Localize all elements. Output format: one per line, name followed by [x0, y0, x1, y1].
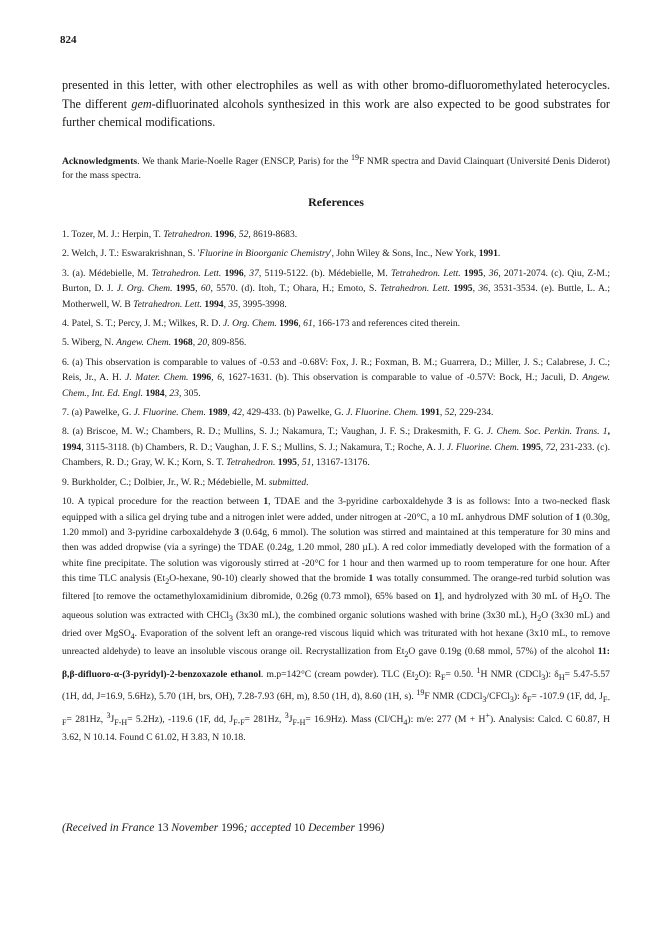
ref-volume: , 61: [298, 318, 313, 330]
subscript: 2: [414, 672, 419, 682]
superscript: +: [485, 710, 490, 720]
subscript: 3: [229, 613, 234, 623]
ref-text: 10. A typical procedure for the reaction between: [62, 496, 264, 508]
ref-volume: , 23: [164, 387, 179, 399]
accepted-year: 1996: [357, 822, 381, 834]
subscript: 4: [403, 717, 408, 727]
received-text: ; accepted: [243, 822, 294, 834]
ref-text: , 305.: [179, 387, 201, 399]
ref-text: = -107.9 (1F, dd, J: [531, 691, 603, 703]
ref-journal: Tetrahedron. Lett.: [133, 298, 203, 310]
ref-year: 1995: [449, 283, 473, 295]
ref-text: is as follows: Into a two-necked flask equipped with a silica gel drying tube and a nitrogen inlet were added, under nitrogen at -20°C, a 10 mL anhydrous DMF solution of: [62, 496, 610, 523]
ref-volume: , 35: [223, 298, 238, 310]
ref-year: 1968: [171, 337, 193, 349]
ref-text: ): δ: [545, 668, 559, 680]
subscript: F-H: [114, 717, 128, 727]
reference-item-9: [62, 475, 610, 490]
page-number: 824: [60, 34, 77, 46]
ref-text: ], and hydrolyzed with 30 mL of H: [438, 591, 579, 603]
ref-volume: , 72: [540, 441, 556, 453]
reference-item-10: [62, 494, 610, 746]
ref-volume: , 60: [195, 283, 211, 295]
ref-text: = 0.50.: [445, 668, 477, 680]
subscript: 3: [509, 695, 514, 705]
ref-text: , 166-173 and references cited therein.: [312, 318, 461, 330]
reference-item-7: [62, 405, 610, 420]
acknowledgments-text: . We thank Marie-Noelle Rager (ENSCP, Paris) for the: [137, 156, 351, 168]
compound-number: 1: [263, 496, 269, 508]
superscript: 1: [476, 665, 481, 675]
ref-year: 1994: [202, 298, 224, 310]
subscript: 2: [165, 577, 170, 587]
ref-text: ): m/e: 277 (M + H: [407, 713, 486, 725]
ref-text: . m.p=142°C (cream powder). TLC (Et: [260, 668, 415, 680]
intro-text: -difluorinated alcohols synthesized in this work are also expected to be good substrates for: [151, 96, 610, 111]
ref-text: O (3x30 mL) and dried over MgSO: [62, 609, 610, 640]
ref-text: . Evaporation of the solvent left an orange-red viscous liquid which was triturated with hot hexane (3x10 mL, to remove unreacted aldehyde) to leave an insoluble viscous orange oil. Recrystallization from Et: [62, 628, 610, 658]
ref-journal: J. Fluorine. Chem.: [346, 407, 419, 419]
ref-year: 1995: [460, 267, 484, 279]
ref-volume: , 42: [227, 407, 242, 419]
ref-text: 2. Welch, J. T.: Eswarakrishnan, S. ': [62, 248, 200, 260]
superscript: 3: [106, 710, 111, 720]
received-text: ): [380, 822, 385, 834]
ref-text: , 809-856.: [207, 337, 247, 349]
ref-text: 7. (a) Pawelke, G.: [62, 407, 134, 419]
ref-volume: , 36: [472, 283, 488, 295]
ref-text: .: [497, 248, 501, 260]
ref-text: 5. Wiberg, N.: [62, 337, 117, 349]
ref-year: 1989: [205, 407, 228, 419]
ref-text: .: [306, 476, 309, 488]
ref-text: , 3995-3998.: [238, 298, 287, 310]
reference-item-4: [62, 316, 610, 331]
ref-journal: Angew. Chem.: [116, 337, 172, 349]
ref-text: 3. (a). Médebielle, M.: [62, 267, 152, 279]
reference-item-2: [62, 246, 610, 261]
ref-text: , 5119-5122. (b). Médebielle, M.: [258, 267, 392, 279]
ref-text: = 5.47-5.57 (1H, dd, J=16.9, 5.6Hz), 5.70 (1H, brs, OH), 7.28-7.93 (6H, m), 8.50 (1H, d), 8.60 (1H, s).: [62, 668, 610, 703]
ref-text: O. The aqueous solution was extracted with CHCl: [62, 591, 610, 621]
ref-volume: 52: [238, 229, 249, 240]
ref-text: , 2071-2074. (c). Qiu, Z-M.; Burton, D. J.: [62, 267, 611, 295]
reference-item-1: [62, 227, 610, 242]
superscript: 19: [416, 688, 425, 698]
ref-text: (0.64g, 6 mmol). The solution was stirred and maintained at this temperature for 30 mins and then was added dropwise (via a syringe) the TDAE (0.24g, 1.20 mmol, 280 µL). A red color immediatly developed with the formation of a white fine precipitate. The solution was vigorously stirred at -20°C for 1 hour and then warmed up to room temperature for one hour. After this time TLC analysis (Et: [62, 526, 610, 585]
ref-text: , TDAE and the 3-pyridine carboxaldehyde: [268, 496, 448, 508]
ref-text: = 281Hz,: [244, 713, 285, 725]
ref-year: 1996: [276, 318, 299, 330]
ref-text: , 3531-3534. (e). Buttle, L. A.; Motherwell, W. B: [62, 283, 610, 310]
ref-text: O gave 0.19g (0.68 mmol, 57%) of the alcohol: [408, 646, 598, 658]
ref-text: , 429-433. (b) Pawelke, G.: [241, 407, 347, 419]
subscript: 2: [404, 650, 409, 660]
ref-journal: J. Fluorine. Chem.: [446, 441, 520, 453]
ref-volume: , 6: [211, 372, 222, 384]
ref-text: , 5570. (d). Itoh, T.; Ohara, H.; Emoto, S.: [210, 283, 381, 295]
ref-volume: , 20: [192, 337, 208, 349]
ref-text: 1. Tozer, M. J.: Herpin, T.: [62, 229, 164, 240]
intro-text: further chemical modifications.: [62, 115, 216, 129]
ref-status: submitted: [268, 476, 307, 488]
ref-text: = 5.2Hz), -119.6 (1F, dd, J: [127, 713, 234, 725]
ref-book-title: Fluorine in Bioorganic Chemistry: [199, 248, 330, 260]
superscript: 19: [350, 153, 359, 162]
acknowledgments-label: Acknowledgments: [62, 156, 138, 168]
ref-year: 1996: [214, 229, 234, 240]
subscript: F: [441, 672, 446, 682]
reference-item-6: [62, 355, 610, 401]
acknowledgments-text: F NMR spectra and David Clainquart (Université Denis Diderot) for the mass spectra.: [62, 156, 610, 182]
references-heading: References: [308, 195, 364, 209]
references-list: [62, 227, 610, 750]
ref-text: J: [110, 713, 115, 725]
ref-year: 1995: [275, 457, 297, 469]
ref-text: J: [288, 713, 293, 725]
compound-number: 1: [575, 511, 581, 523]
ref-text: ). Analysis: Calcd. C 60.87, H 3.62, N 10.14. Found C 61.02, H 3.83, N 10.18.: [62, 713, 611, 744]
received-text: November: [168, 822, 222, 834]
acknowledgments-paragraph: [62, 151, 610, 183]
ref-text: , 229-234.: [454, 407, 494, 419]
accepted-date: 10: [293, 822, 306, 834]
ref-journal: Tetrahedron: [163, 229, 210, 240]
ref-text: 8. (a) Briscoe, M. W.; Chambers, R. D.; Mullins, S. J.; Nakamura, T.; Vaughan, J. F. S.; Drakesmith, F. G.: [62, 426, 487, 438]
subscript: F: [526, 695, 532, 705]
ref-text: ): δ: [513, 691, 527, 703]
ref-journal: Angew. Chem., Int. Ed. Engl.: [62, 372, 611, 399]
subscript: F-H: [292, 717, 306, 727]
ref-year: 1984: [143, 387, 165, 399]
ref-year: 1991: [478, 248, 498, 260]
received-date: 13: [157, 822, 169, 834]
compound-number: 3: [447, 496, 452, 508]
compound-number: 3: [234, 526, 240, 538]
compound-number: 1: [368, 573, 374, 585]
ref-journal: J. Org. Chem.: [116, 283, 173, 295]
ref-journal: J. Org. Chem.: [223, 318, 277, 330]
ref-text: = 16.9Hz). Mass (CI/CH: [305, 713, 404, 725]
ref-journal: Tetrahedron.: [226, 457, 276, 469]
ref-pages: , 8619-8683.: [248, 229, 298, 240]
ref-volume: , 37: [243, 267, 259, 279]
ref-text: F NMR (CDCl: [424, 691, 483, 703]
reference-item-5: [62, 335, 610, 350]
ref-volume: , 52: [439, 407, 455, 419]
ref-text: /CFCl: [486, 691, 510, 703]
subscript: H: [558, 672, 565, 682]
intro-text: The different: [62, 96, 132, 111]
subscript: F-F: [62, 695, 611, 727]
subscript: F-F: [233, 717, 245, 727]
ref-journal: Tetrahedron. Lett.: [391, 267, 461, 279]
reference-item-8: [62, 424, 610, 470]
ref-text: , 13167-13176.: [311, 457, 370, 469]
ref-year: 1995: [172, 283, 196, 295]
subscript: 3: [482, 695, 487, 705]
ref-year: 1996: [221, 267, 244, 279]
ref-journal: Tetrahedron. Lett.: [151, 267, 222, 279]
ref-journal: J. Fluorine. Chem.: [133, 407, 206, 419]
subscript: 4: [130, 631, 135, 641]
ref-journal: Tetrahedron. Lett.: [380, 283, 450, 295]
ref-text: O): R: [418, 668, 442, 680]
ref-text: (0.30g, 1.20 mmol) and 3-pyridine carboxaldehyde: [62, 511, 610, 538]
ref-text: .: [210, 229, 215, 240]
ref-text: O-hexane, 90-10) clearly showed that the bromide: [169, 573, 369, 585]
ref-text: 4. Patel, S. T.; Percy, J. M.; Wilkes, R. D.: [62, 318, 224, 330]
ref-text: = 281Hz,: [66, 713, 107, 725]
ref-journal: J. Chem. Soc. Perkin. Trans. 1: [486, 426, 608, 438]
ref-text: H NMR (CDCl: [480, 668, 542, 680]
intro-paragraph: [62, 76, 610, 132]
superscript: 3: [284, 710, 289, 720]
compound-number: 1: [434, 591, 439, 603]
received-text: December: [305, 822, 358, 834]
subscript: 2: [537, 613, 542, 623]
reference-item-3: [62, 266, 610, 312]
ref-text: , 1627-1631. (b). This observation is comparable to value of -0.57V: Bock, H.; Jaculi, D.: [222, 372, 583, 384]
received-text: (Received in France: [62, 822, 158, 834]
ref-journal: J. Mater. Chem.: [125, 372, 189, 384]
ref-text: , 3115-3118. (b) Chambers, R. D.; Vaughan, J. F. S.; Mullins, S. J.; Nakamura, T.; Roche, A. J.: [81, 441, 447, 453]
ref-volume: , 36: [483, 267, 499, 279]
intro-gem-italic: gem: [131, 96, 152, 111]
ref-text: 9. Burkholder, C.; Dolbier, Jr., W. R.; Médebielle, M.: [62, 476, 269, 488]
ref-text: , 231-233. (c). Chambers, R. D.; Gray, W. K.; Korn, S. T.: [62, 441, 610, 469]
ref-text: ,: [233, 229, 239, 240]
ref-year: 1996: [188, 372, 212, 384]
received-line: [62, 822, 610, 834]
subscript: 2: [578, 595, 583, 605]
ref-text: ', John Wiley & Sons, Inc., New York,: [329, 248, 479, 260]
ref-text: was totally consummed. The orange-red turbid solution was filtered [to remove the octamethyloxamidinium dibromide, 0.26g (0.73 mmol), 65% based on: [62, 573, 610, 603]
compound-name: 11: β,β-difluoro-α-(3-pyridyl)-2-benzoxazole ethanol: [62, 646, 610, 680]
ref-volume: , 51: [296, 457, 312, 469]
ref-text: 6. (a) This observation is comparable to values of -0.53 and -0.68V: Fox, J. R.; Foxman, B. M.; Guarrera, D.; Miller, J. S.; Calabrese, J. C.; Reis, Jr., A. H.: [62, 356, 610, 384]
ref-year: 1991: [418, 407, 440, 419]
ref-year: 1995: [519, 441, 541, 453]
ref-text: (3x30 mL), the combined organic solutions washed with brine (3x30 mL), H: [233, 609, 538, 621]
intro-line: presented in this letter, with other electrophiles as well as with other bromo-difluoromethylated heterocycles.: [62, 78, 610, 92]
received-year: 1996: [221, 822, 244, 834]
ref-year: , 1994: [62, 426, 611, 453]
subscript: 3: [541, 672, 546, 682]
